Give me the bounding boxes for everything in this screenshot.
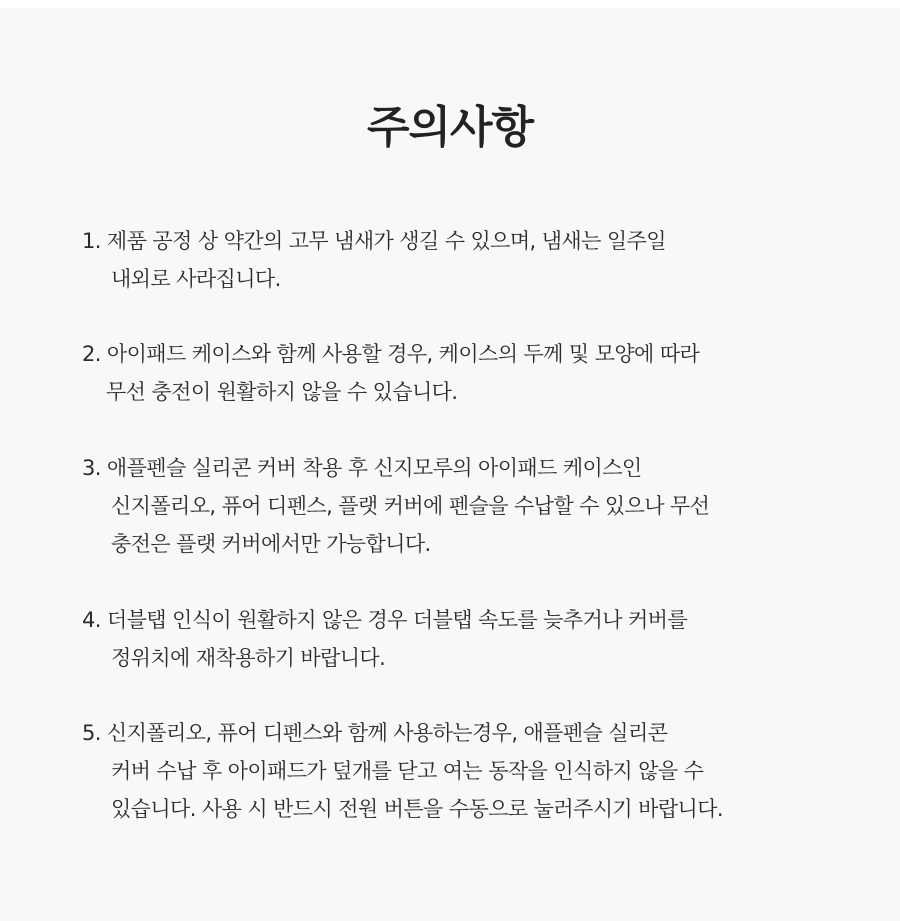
notice-number: 3.	[82, 456, 101, 480]
notice-line: 무선 충전이 원활하지 않을 수 있습니다.	[106, 380, 458, 404]
notice-number: 4.	[82, 608, 101, 632]
notice-line: 신지폴리오, 퓨어 디펜스, 플랫 커버에 펜슬을 수납할 수 있으나 무선	[111, 494, 710, 518]
notice-line: 커버 수납 후 아이패드가 덮개를 닫고 여는 동작을 인식하지 않을 수	[111, 759, 704, 783]
notice-text: 더블탭 인식이 원활하지 않은 경우 더블탭 속도를 늦추거나 커버를	[106, 608, 688, 632]
notice-line: 내외로 사라집니다.	[111, 267, 281, 291]
notice-line	[82, 449, 842, 487]
notice-text: 신지폴리오, 퓨어 디펜스와 함께 사용하는경우, 애플펜슬 실리콘	[106, 721, 668, 745]
notice-line: 정위치에 재착용하기 바랍니다.	[111, 646, 386, 670]
notice-item-3	[82, 449, 842, 563]
notice-text: 애플펜슬 실리콘 커버 착용 후 신지모루의 아이패드 케이스인	[106, 456, 642, 480]
page-title: 주의사항	[366, 102, 533, 153]
notice-line: 충전은 플랫 커버에서만 가능합니다.	[111, 532, 431, 556]
notice-line	[82, 335, 842, 373]
notice-line: 있습니다. 사용 시 반드시 전원 버튼을 수동으로 눌러주시기 바랍니다.	[111, 797, 723, 821]
notice-line	[82, 714, 842, 752]
notice-number: 1.	[82, 229, 101, 253]
notice-number: 2.	[82, 342, 101, 366]
notice-item-2	[82, 335, 842, 411]
notice-item-1	[82, 222, 842, 298]
notice-number: 5.	[82, 721, 101, 745]
notice-text: 제품 공정 상 약간의 고무 냄새가 생길 수 있으며, 냄새는 일주일	[106, 229, 666, 253]
notice-item-4	[82, 601, 842, 677]
notice-line	[82, 601, 842, 639]
notice-item-5	[82, 714, 842, 828]
notice-line	[82, 222, 842, 260]
notice-text: 아이패드 케이스와 함께 사용할 경우, 케이스의 두께 및 모양에 따라	[106, 342, 700, 366]
